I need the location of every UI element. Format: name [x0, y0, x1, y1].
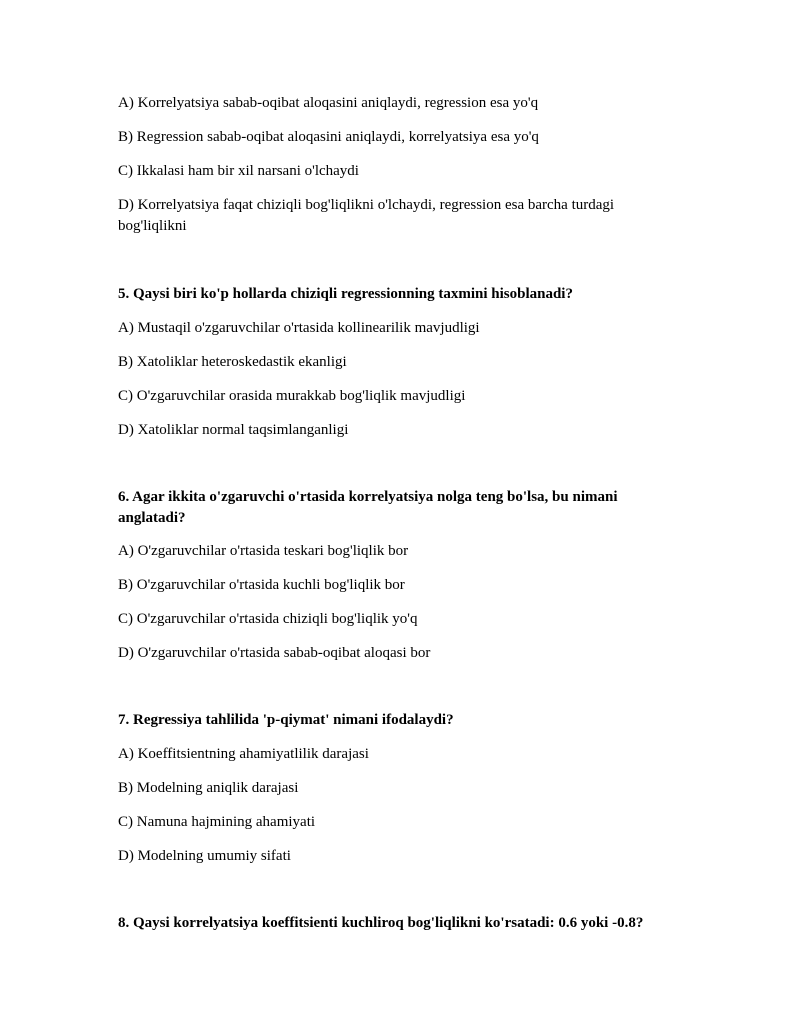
prev-option-c: C) Ikkalasi ham bir xil narsani o'lchaydi [118, 163, 359, 179]
q7-option-b: B) Modelning aniqlik darajasi [118, 780, 299, 796]
q5-option-d: D) Xatoliklar normal taqsimlanganligi [118, 422, 349, 438]
q7-option-a: A) Koeffitsientning ahamiyatlilik darajasi [118, 746, 369, 762]
question-5: 5. Qaysi biri ko'p hollarda chiziqli regressionning taxmini hisoblanadi? [118, 286, 573, 302]
prev-option-b: B) Regression sabab-oqibat aloqasini aniqlaydi, korrelyatsiya esa yo'q [118, 129, 539, 145]
prev-option-a: A) Korrelyatsiya sabab-oqibat aloqasini aniqlaydi, regression esa yo'q [118, 95, 539, 111]
q6-option-c: C) O'zgaruvchilar o'rtasida chiziqli bog'liqlik yo'q [118, 611, 418, 627]
question-8: 8. Qaysi korrelyatsiya koeffitsienti kuchliroq bog'liqlikni ko'rsatadi: 0.6 yoki -0.8? [118, 915, 644, 931]
question-6: 6. Agar ikkita o'zgaruvchi o'rtasida korrelyatsiya nolga teng bo'lsa, bu nimani anglatadi? [118, 489, 618, 526]
q6-option-d: D) O'zgaruvchilar o'rtasida sabab-oqibat aloqasi bor [118, 645, 431, 661]
prev-option-d: D) Korrelyatsiya faqat chiziqli bog'liqlikni o'lchaydi, regression esa barcha turdagi bog'liqlikni [118, 197, 615, 234]
q5-option-a: A) Mustaqil o'zgaruvchilar o'rtasida kollinearilik mavjudligi [118, 320, 480, 336]
q7-option-c: C) Namuna hajmining ahamiyati [118, 814, 316, 830]
q5-option-c: C) O'zgaruvchilar orasida murakkab bog'liqlik mavjudligi [118, 388, 466, 404]
q7-option-d: D) Modelning umumiy sifati [118, 848, 291, 864]
q6-option-a: A) O'zgaruvchilar o'rtasida teskari bog'liqlik bor [118, 543, 409, 559]
q6-option-b: B) O'zgaruvchilar o'rtasida kuchli bog'liqlik bor [118, 577, 405, 593]
question-7: 7. Regressiya tahlilida 'p-qiymat' nimani ifodalaydi? [118, 712, 454, 728]
q5-option-b: B) Xatoliklar heteroskedastik ekanligi [118, 354, 347, 370]
